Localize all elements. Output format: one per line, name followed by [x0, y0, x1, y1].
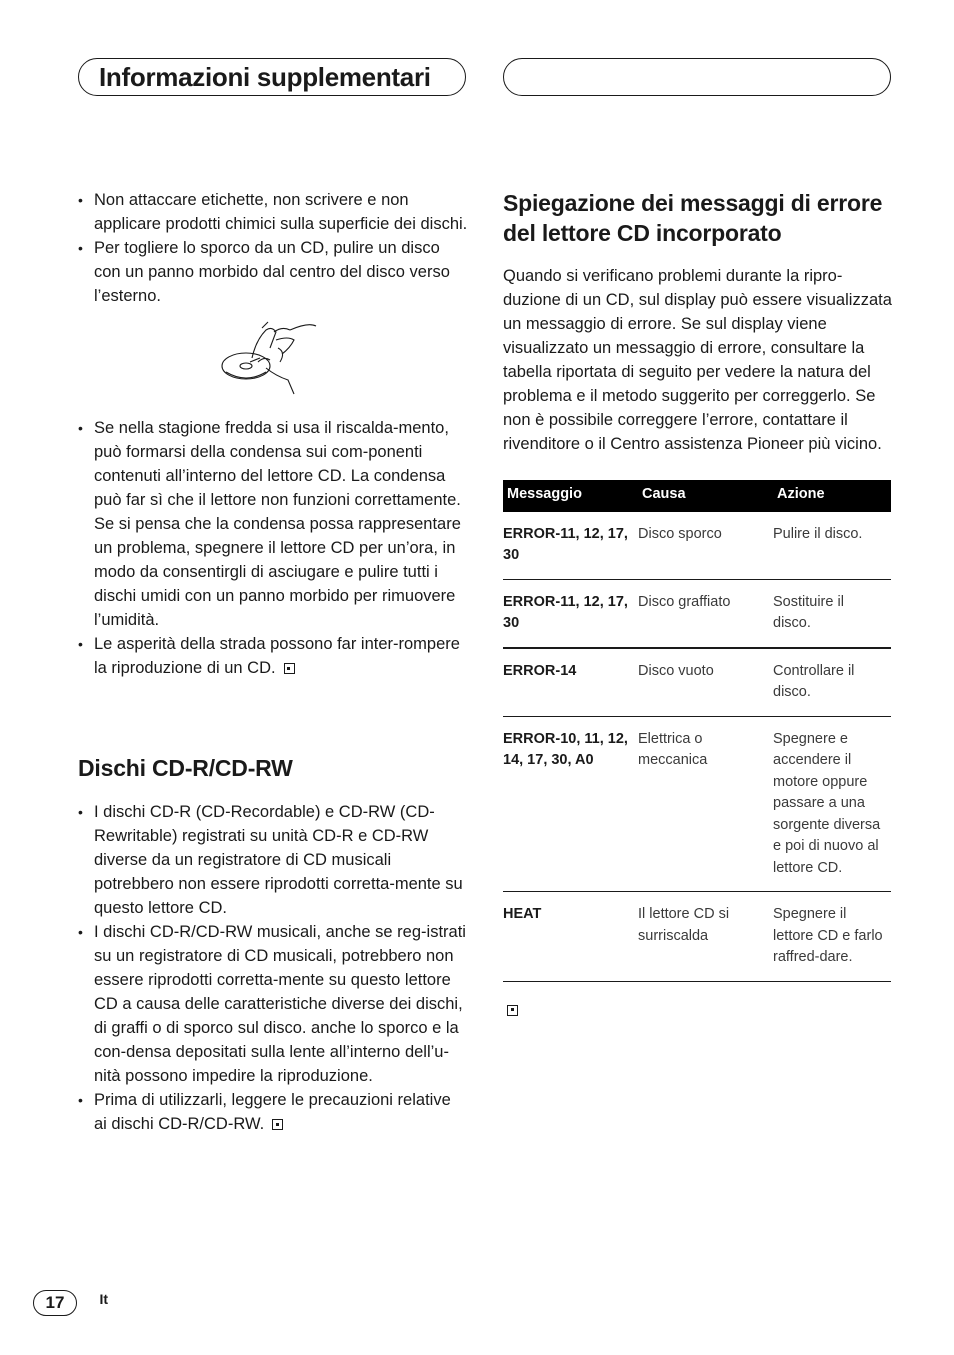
column-header: Messaggio	[503, 480, 638, 512]
page-footer	[33, 1290, 108, 1316]
intro-paragraph: Quando si verificano problemi durante la ripro-duzione di un CD, sul display può essere visualizzata un messaggio di errore. Se sul display viene visualizzato un messaggio di errore, consultare la tabella riportata di seguito per vedere la natura del problema e il metodo suggerito per correggerlo. Se non è possibile correggere l’errore, contattare il rivenditore o il Centro assistenza Pioneer più vicino.	[503, 267, 892, 453]
table-cell-action: Spegnere e accendere il motore oppure passare a una sorgente diversa e poi di nuovo al lettore CD.	[773, 716, 891, 892]
table-row	[503, 648, 891, 717]
list-item: • Per togliere lo sporco da un CD, pulire un disco con un panno morbido dal centro del disco verso l’esterno.	[78, 236, 468, 308]
end-of-section-icon	[507, 1005, 518, 1016]
list-item: • I dischi CD-R (CD-Recordable) e CD-RW (CD-Rewritable) registrati su unità CD-R e CD-RW diverse da un registratore di CD musicali potrebbero non essere riprodotti corretta-mente su questo lettore CD.	[78, 800, 468, 920]
section-header	[78, 58, 466, 96]
section-header-empty	[503, 58, 891, 96]
left-column	[78, 188, 468, 1136]
condensation-list	[78, 416, 468, 680]
list-item: • Non attaccare etichette, non scrivere e non applicare prodotti chimici sulla superficie dei dischi.	[78, 188, 468, 236]
table-row	[503, 716, 891, 892]
table-cell-cause: Disco vuoto	[638, 648, 773, 717]
table-cell-message: ERROR-10, 11, 12, 14, 17, 30, A0	[503, 716, 638, 892]
table-cell-action: Sostituire il disco.	[773, 579, 891, 648]
disc-cleaning-illustration	[220, 318, 320, 398]
table-cell-action: Spegnere il lettore CD e farlo raffred-dare.	[773, 892, 891, 982]
table-cell-message: HEAT	[503, 892, 638, 982]
page-number: 17	[33, 1290, 77, 1316]
list-item: • I dischi CD-R/CD-RW musicali, anche se reg-istrati su un registratore di CD musicali, potrebbero non essere riprodotti corretta-mente su questo lettore CD a causa delle caratteristiche diverse dei dischi, di graffi o di sporco sul disco. anche lo sporco e la con-densa depositati sulla lente all’interno dell’u-nità possono impedire la riproduzione.	[78, 920, 468, 1088]
end-of-section-icon	[284, 663, 295, 674]
table-cell-message: ERROR-11, 12, 17, 30	[503, 579, 638, 648]
table-cell-action: Controllare il disco.	[773, 648, 891, 717]
cd-r-list	[78, 800, 468, 1136]
list-item: • Se nella stagione fredda si usa il riscalda-mento, può formarsi della condensa sui com-ponenti contenuti all’interno del lettore CD. La condensa può far sì che il lettore non funzioni correttamente. Se si pensa che la condensa possa rappresentare un problema, spegnere il lettore CD per un’ora, in modo da consentirgli di asciugare e pulire tutti i dischi umidi con un panno morbido per rimuovere l’umidità.	[78, 416, 468, 632]
table-cell-cause: Disco graffiato	[638, 579, 773, 648]
table-cell-message: ERROR-11, 12, 17, 30	[503, 512, 638, 580]
section-title-cd-r: Dischi CD-R/CD-RW	[78, 755, 293, 781]
end-of-section	[507, 998, 893, 1022]
error-table	[503, 480, 891, 982]
language-code: It	[99, 1291, 109, 1307]
cd-care-list	[78, 188, 468, 308]
page-title: Informazioni supplementari	[99, 62, 431, 92]
table-row	[503, 579, 891, 648]
table-row	[503, 892, 891, 982]
table-header-row	[503, 480, 891, 512]
column-header: Azione	[773, 480, 891, 512]
table-cell-message: ERROR-14	[503, 648, 638, 717]
table-cell-cause: Il lettore CD si surriscalda	[638, 892, 773, 982]
right-column	[503, 188, 893, 1022]
table-cell-cause: Elettrica o meccanica	[638, 716, 773, 892]
table-cell-cause: Disco sporco	[638, 512, 773, 580]
table-cell-action: Pulire il disco.	[773, 512, 891, 580]
list-item: • Le asperità della strada possono far inter-rompere la riproduzione di un CD.	[78, 632, 468, 680]
list-item: • Prima di utilizzarli, leggere le precauzioni relative ai dischi CD-R/CD-RW.	[78, 1088, 468, 1136]
end-of-section-icon	[272, 1119, 283, 1130]
section-title-error-messages: Spiegazione dei messaggi di errore del lettore CD incorporato	[503, 190, 883, 246]
table-row	[503, 512, 891, 580]
column-header: Causa	[638, 480, 773, 512]
